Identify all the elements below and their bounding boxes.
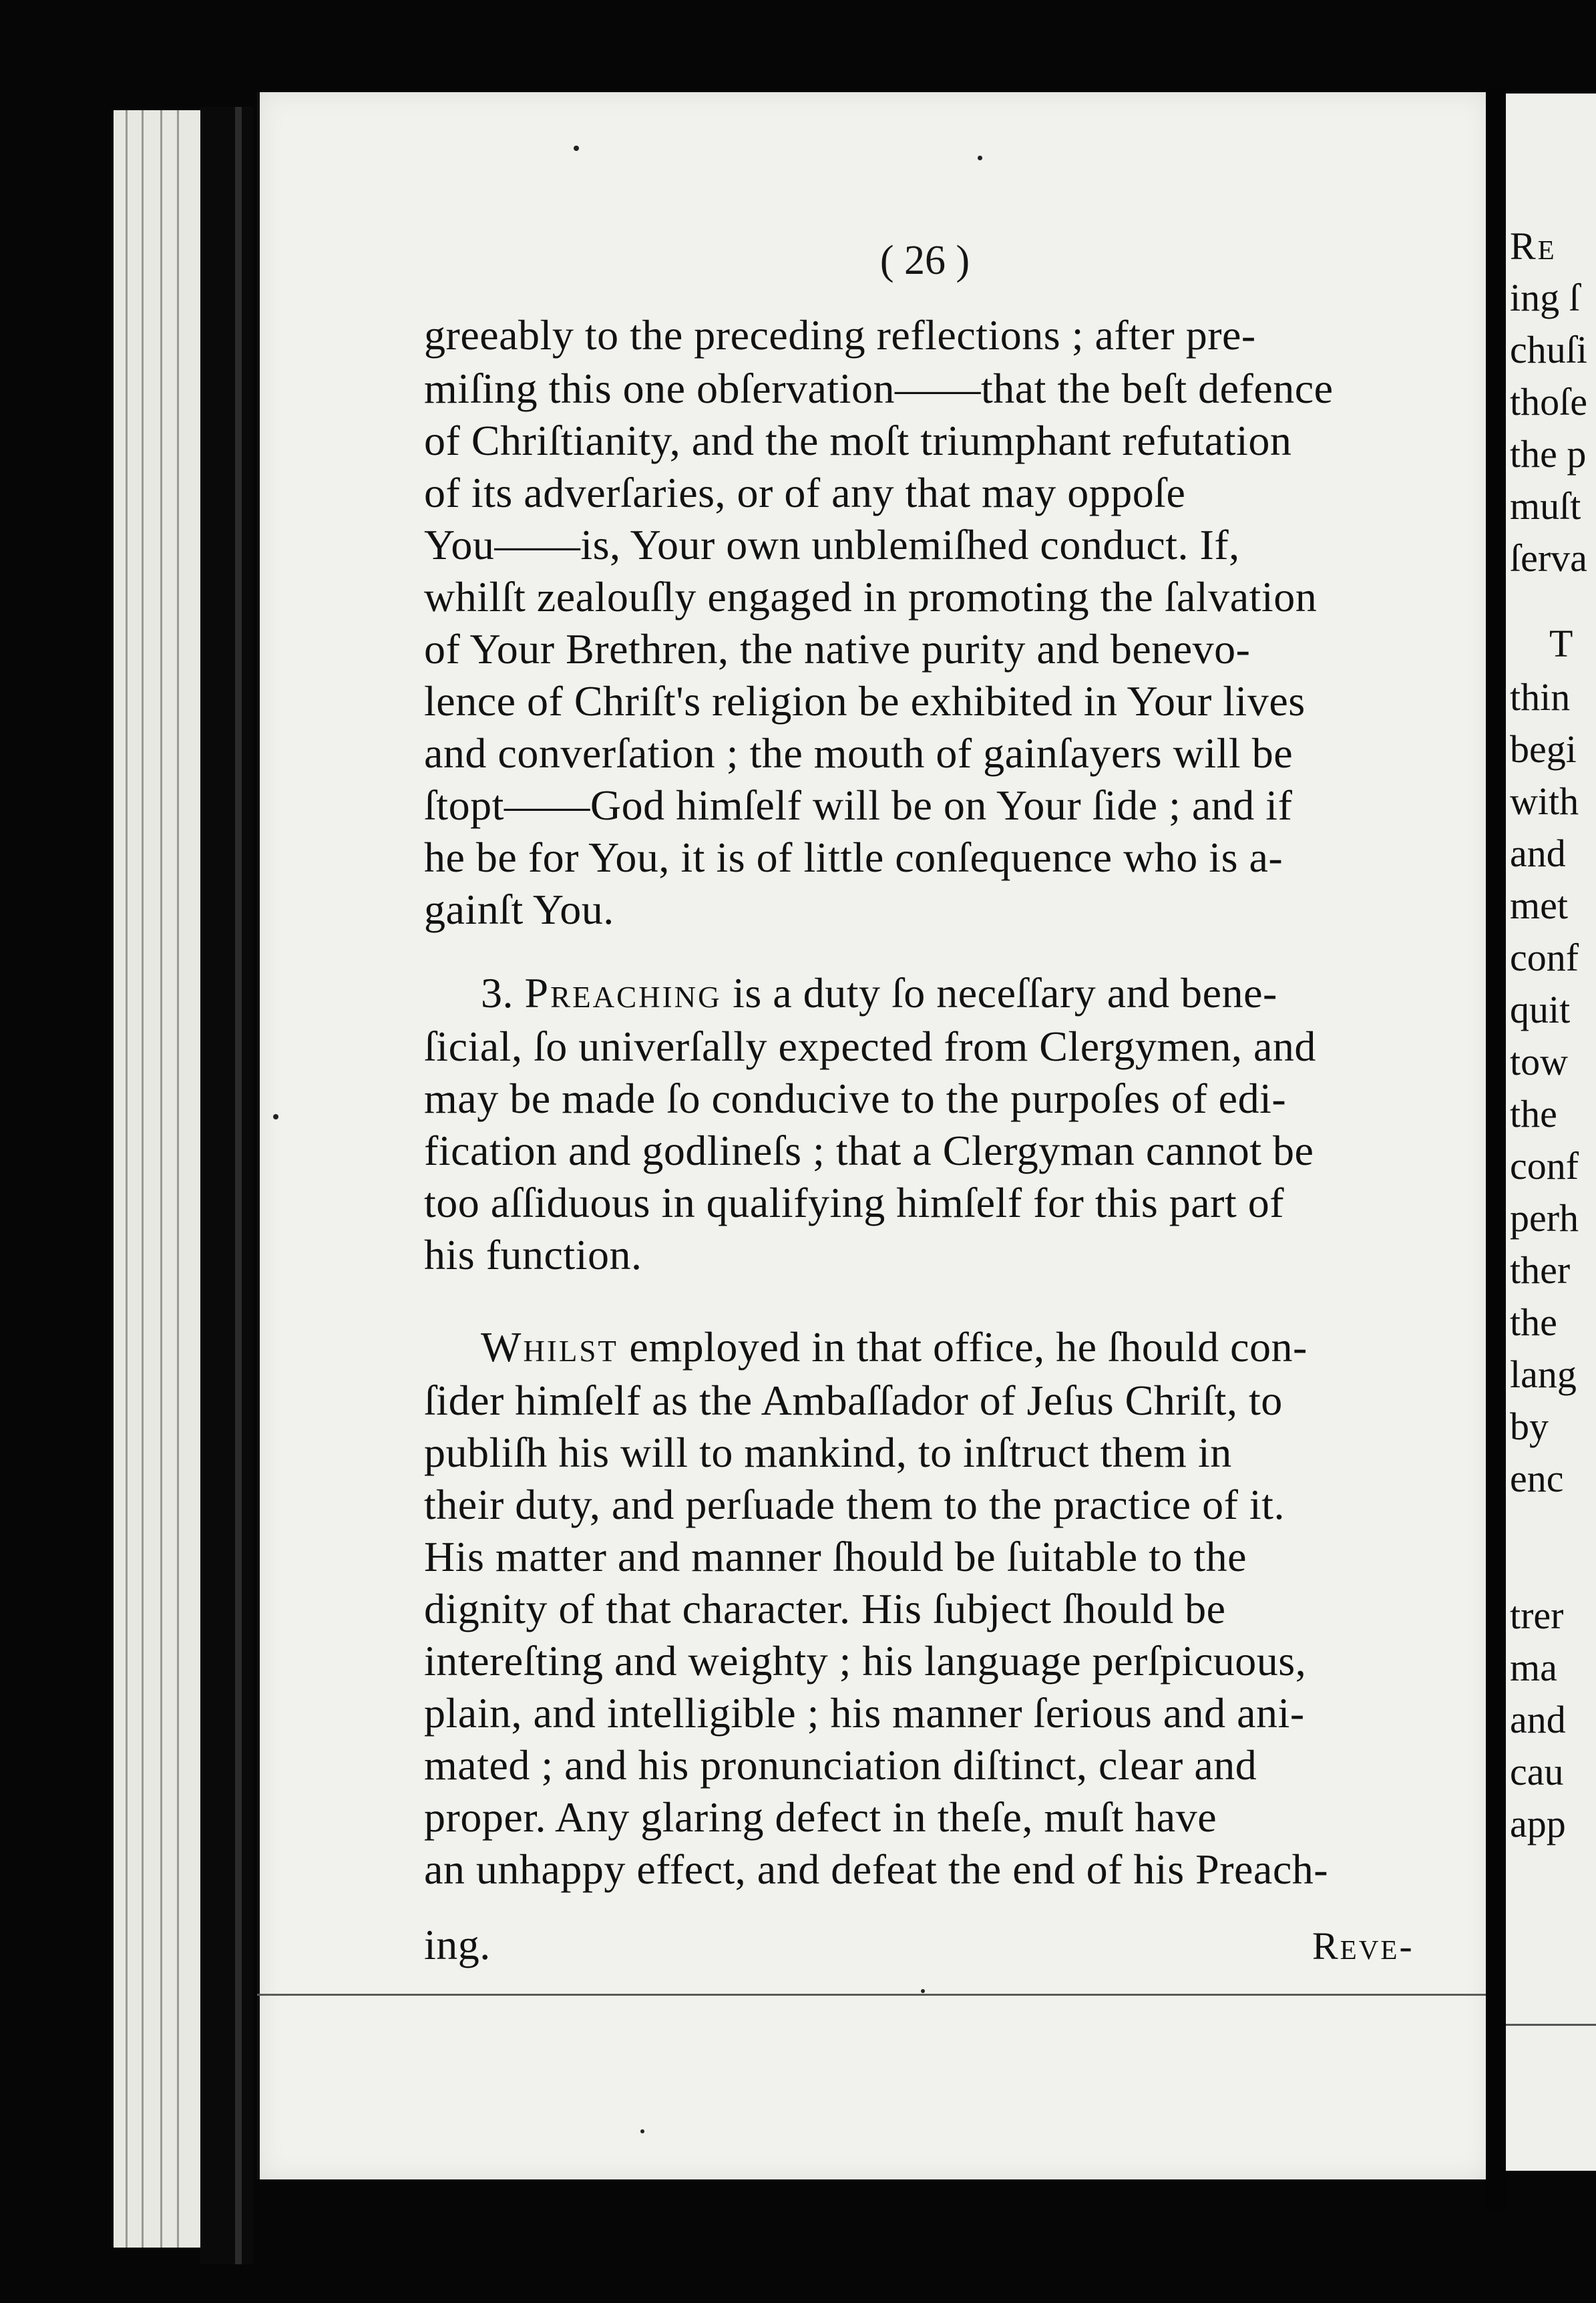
facing-text-line: and bbox=[1510, 1698, 1566, 1741]
facing-text-line: tow bbox=[1510, 1040, 1568, 1083]
text-line: lence of Chriſt's religion be exhibited in Your lives bbox=[424, 677, 1306, 725]
facing-text-line: met bbox=[1510, 884, 1568, 927]
paragraph-4-first-line bbox=[481, 1323, 1308, 1371]
text-line: of its adverſaries, or of any that may oppoſe bbox=[424, 469, 1186, 516]
book-spine bbox=[200, 107, 254, 2264]
page-number: ( 26 ) bbox=[879, 238, 970, 283]
paragraph-number: 3. bbox=[481, 969, 514, 1017]
paragraph-3-first-line bbox=[481, 969, 1277, 1017]
facing-page-footer-rule bbox=[1506, 2024, 1596, 2026]
text-line: an unhappy effect, and defeat the end of his Preach- bbox=[424, 1845, 1329, 1893]
facing-text-line: ſerva bbox=[1510, 536, 1587, 580]
catchword: Reve- bbox=[1312, 1924, 1414, 1968]
facing-text-line: cau bbox=[1510, 1750, 1564, 1793]
text-line: dignity of that character. His ſubject ſhould be bbox=[424, 1585, 1226, 1632]
facing-text-line: thin bbox=[1510, 675, 1571, 719]
facing-text-line: lang bbox=[1510, 1353, 1577, 1396]
facing-text-line: enc bbox=[1510, 1457, 1564, 1500]
facing-text-line: the bbox=[1510, 1092, 1557, 1135]
text-line: miſing this one obſervation——that the beſt defence bbox=[424, 365, 1334, 412]
facing-text-line: and bbox=[1510, 832, 1566, 875]
facing-text-line: conf bbox=[1510, 936, 1579, 979]
text-line: their duty, and perſuade them to the practice of it. bbox=[424, 1481, 1285, 1528]
text-line: publiſh his will to mankind, to inſtruct them in bbox=[424, 1429, 1232, 1476]
facing-text-line: the bbox=[1510, 1300, 1557, 1344]
facing-text-line: by bbox=[1510, 1405, 1549, 1448]
facing-text-line: Re bbox=[1510, 224, 1557, 268]
text-line: whilſt zealouſly engaged in promoting the ſalvation bbox=[424, 573, 1318, 621]
paragraph-first-line-text: is a duty ſo neceſſary and bene- bbox=[733, 969, 1277, 1017]
facing-text-line: begi bbox=[1510, 727, 1577, 771]
facing-text-line: muſt bbox=[1510, 484, 1581, 528]
text-line: of Chriſtianity, and the moſt triumphant refutation bbox=[424, 417, 1292, 464]
facing-text-line: ing ſ bbox=[1510, 276, 1580, 319]
book-left-edge bbox=[114, 110, 203, 2248]
text-line: his function. bbox=[424, 1231, 642, 1278]
facing-text-line: thoſe bbox=[1510, 380, 1587, 423]
text-line: You——is, Your own unblemiſhed conduct. If, bbox=[424, 521, 1240, 568]
text-line: ſicial, ſo univerſally expected from Clergymen, and bbox=[424, 1023, 1316, 1070]
facing-text-line: with bbox=[1510, 779, 1579, 823]
page-text-block bbox=[424, 0, 1446, 2004]
spine-shadow bbox=[235, 107, 242, 2264]
facing-text-line: perh bbox=[1510, 1196, 1579, 1240]
text-line: proper. Any glaring defect in theſe, muſt have bbox=[424, 1793, 1217, 1841]
facing-text-line: trer bbox=[1510, 1594, 1564, 1637]
text-line: fication and godlineſs ; that a Clergyman cannot be bbox=[424, 1127, 1314, 1174]
text-line: ſider himſelf as the Ambaſſador of Jeſus Chriſt, to bbox=[424, 1377, 1283, 1424]
paragraph-first-line-text: employed in that office, he ſhould con- bbox=[629, 1323, 1308, 1371]
facing-text-line: chuſi bbox=[1510, 328, 1587, 371]
text-line: ing. bbox=[424, 1921, 491, 1968]
text-line: he be for You, it is of little conſequence who is a- bbox=[424, 834, 1283, 881]
text-line: intereſting and weighty ; his language perſpicuous, bbox=[424, 1637, 1307, 1685]
facing-text-line: conf bbox=[1510, 1144, 1579, 1188]
page-gutter bbox=[1486, 87, 1506, 2211]
facing-page bbox=[1506, 94, 1596, 2171]
paragraph-lead-word: Whilst bbox=[481, 1323, 618, 1371]
facing-text-line: app bbox=[1510, 1802, 1566, 1845]
text-line: may be made ſo conducive to the purpoſes of edi- bbox=[424, 1075, 1287, 1122]
text-line: ſtopt——God himſelf will be on Your ſide ; and if bbox=[424, 781, 1293, 829]
text-line: too aſſiduous in qualifying himſelf for this part of bbox=[424, 1179, 1285, 1226]
facing-text-line: T bbox=[1549, 622, 1573, 665]
facing-text-line: ma bbox=[1510, 1646, 1557, 1689]
text-line: plain, and intelligible ; his manner ſerious and ani- bbox=[424, 1689, 1305, 1737]
text-line: His matter and manner ſhould be ſuitable to the bbox=[424, 1533, 1247, 1580]
text-line: mated ; and his pronunciation diſtinct, clear and bbox=[424, 1741, 1257, 1789]
facing-text-line: the p bbox=[1510, 432, 1587, 476]
text-line: greeably to the preceding reflections ; after pre- bbox=[424, 311, 1256, 359]
text-line: and converſation ; the mouth of gainſayers will be bbox=[424, 729, 1293, 777]
facing-text-line: ther bbox=[1510, 1248, 1571, 1292]
text-line: gainſt You. bbox=[424, 886, 614, 933]
paragraph-lead-word: Preaching bbox=[524, 969, 722, 1017]
facing-text-line: quit bbox=[1510, 988, 1571, 1031]
text-line: of Your Brethren, the native purity and benevo- bbox=[424, 625, 1251, 673]
